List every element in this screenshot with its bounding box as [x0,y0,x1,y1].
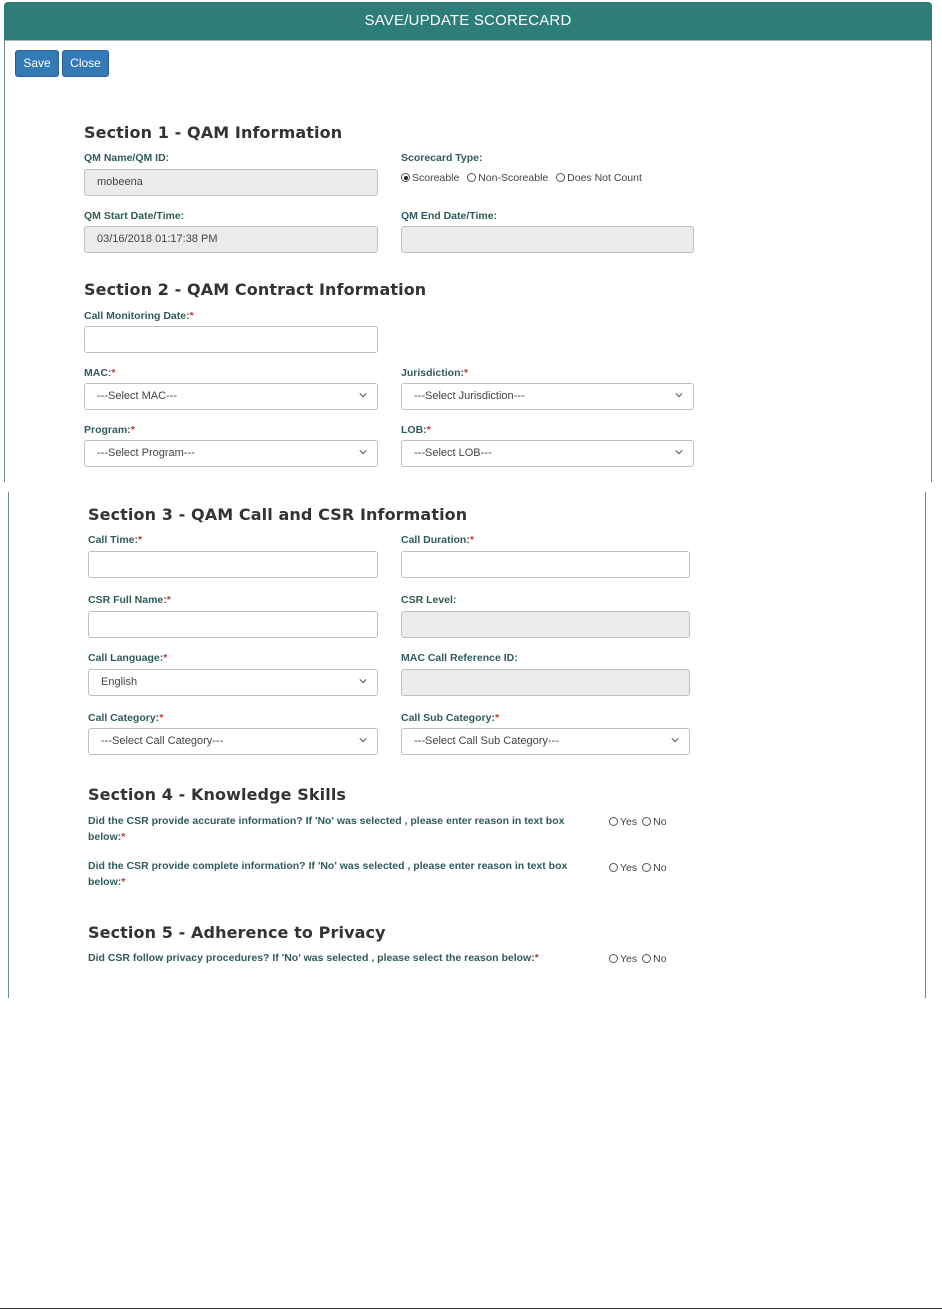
section-4-title: Section 4 - Knowledge Skills [88,785,347,804]
scorecard-type-non-scoreable[interactable] [467,172,548,184]
privacy-question: Did CSR follow privacy procedures? If 'No' was selected , please select the reason below:* [88,952,539,964]
qm-start-label: QM Start Date/Time: [84,210,185,222]
required-mark: * [138,534,143,546]
program-select[interactable] [84,440,378,467]
qm-end-label: QM End Date/Time: [401,210,498,222]
radio-icon[interactable] [556,173,565,182]
complete-info-yes[interactable] [609,862,637,874]
required-mark: * [426,424,431,436]
section-1-title: Section 1 - QAM Information [84,123,343,142]
mac-label: MAC:* [84,367,116,379]
jurisdiction-select[interactable] [401,383,694,410]
call-category-select-value: ---Select Call Category--- [101,735,224,747]
yes-label: Yes [620,953,638,965]
scoreable-label: Scoreable [412,172,460,184]
scorecard-type-label: Scorecard Type: [401,152,483,164]
header-divider [4,40,932,41]
panel-border-left [4,40,5,482]
accurate-info-no[interactable] [642,816,666,828]
page-bottom-divider [0,1308,942,1309]
call-category-select[interactable] [88,728,378,755]
call-language-select-value: English [101,676,138,688]
jurisdiction-label: Jurisdiction:* [401,367,469,379]
call-duration-field[interactable] [401,551,690,578]
qm-end-field[interactable] [401,226,694,253]
chevron-down-icon [671,736,679,744]
required-mark: * [494,712,500,724]
no-label: No [653,816,667,828]
radio-selected-icon[interactable] [401,173,410,182]
csr-full-name-label: CSR Full Name:* [88,594,171,606]
non-scoreable-label: Non-Scoreable [478,172,549,184]
required-mark: * [534,952,539,964]
close-button[interactable]: Close [62,50,109,77]
chevron-down-icon [359,677,367,685]
panel-border-left-lower [8,492,9,998]
save-button[interactable]: Save [15,50,59,77]
chevron-down-icon [359,391,367,399]
lob-select[interactable] [401,440,694,467]
required-mark: * [464,367,469,379]
jurisdiction-select-value: ---Select Jurisdiction--- [414,390,525,402]
scorecard-type-scoreable[interactable] [401,172,459,184]
call-duration-label: Call Duration:* [401,534,474,546]
required-mark: * [189,310,194,322]
mac-select-value: ---Select MAC--- [97,390,178,402]
radio-icon[interactable] [609,954,618,963]
required-mark: * [166,594,171,606]
section-2-title: Section 2 - QAM Contract Information [84,280,427,299]
scorecard-type-does-not-count[interactable] [556,172,642,184]
call-monitoring-date-label: Call Monitoring Date:* [84,310,194,322]
complete-info-no[interactable] [642,862,666,874]
privacy-radio-group [609,953,667,965]
mac-select[interactable] [84,383,378,410]
call-time-label: Call Time:* [88,534,143,546]
program-select-value: ---Select Program--- [97,447,195,459]
lob-select-value: ---Select LOB--- [414,447,492,459]
radio-icon[interactable] [609,863,618,872]
accurate-info-radio-group [609,816,667,828]
required-mark: * [121,876,126,888]
no-label: No [653,953,667,965]
call-language-label: Call Language:* [88,652,168,664]
panel-border-right [931,40,932,482]
does-not-count-label: Does Not Count [567,172,642,184]
panel-border-right-lower [925,492,926,998]
call-sub-category-label: Call Sub Category:* [401,712,500,724]
radio-icon[interactable] [642,817,651,826]
required-mark: * [159,712,164,724]
accurate-info-question: Did the CSR provide accurate information? If 'No' was selected , please enter reason in text box below:* [88,815,565,843]
required-mark: * [130,424,135,436]
call-language-select[interactable] [88,669,378,696]
chevron-down-icon [675,448,683,456]
scorecard-type-radio-group [401,172,647,184]
qm-start-field[interactable]: 03/16/2018 01:17:38 PM [84,226,378,253]
dialog-title: SAVE/UPDATE SCORECARD [4,2,932,40]
chevron-down-icon [359,736,367,744]
call-sub-category-select[interactable] [401,728,690,755]
radio-icon[interactable] [609,817,618,826]
no-label: No [653,862,667,874]
privacy-no[interactable] [642,953,666,965]
radio-icon[interactable] [642,863,651,872]
qm-name-label: QM Name/QM ID: [84,152,170,164]
call-time-field[interactable] [88,551,378,578]
privacy-yes[interactable] [609,953,637,965]
yes-label: Yes [620,816,638,828]
accurate-info-yes[interactable] [609,816,637,828]
required-mark: * [469,534,474,546]
mac-call-reference-id-field[interactable] [401,669,690,696]
complete-info-question: Did the CSR provide complete information? If 'No' was selected , please enter reason in text box below:* [88,860,568,888]
call-category-label: Call Category:* [88,712,164,724]
call-sub-category-select-value: ---Select Call Sub Category--- [414,735,559,747]
csr-level-label: CSR Level: [401,594,457,606]
call-monitoring-date-field[interactable] [84,326,378,353]
csr-full-name-field[interactable] [88,611,378,638]
section-3-title: Section 3 - QAM Call and CSR Information [88,505,468,524]
lob-label: LOB:* [401,424,431,436]
program-label: Program:* [84,424,135,436]
yes-label: Yes [620,862,638,874]
required-mark: * [121,831,126,843]
required-mark: * [163,652,168,664]
csr-level-field[interactable] [401,611,690,638]
mac-call-reference-id-label: MAC Call Reference ID: [401,652,518,664]
chevron-down-icon [359,448,367,456]
required-mark: * [111,367,116,379]
complete-info-radio-group [609,862,667,874]
radio-icon[interactable] [642,954,651,963]
qm-name-field[interactable]: mobeena [84,169,378,196]
radio-icon[interactable] [467,173,476,182]
section-5-title: Section 5 - Adherence to Privacy [88,923,386,942]
chevron-down-icon [675,391,683,399]
